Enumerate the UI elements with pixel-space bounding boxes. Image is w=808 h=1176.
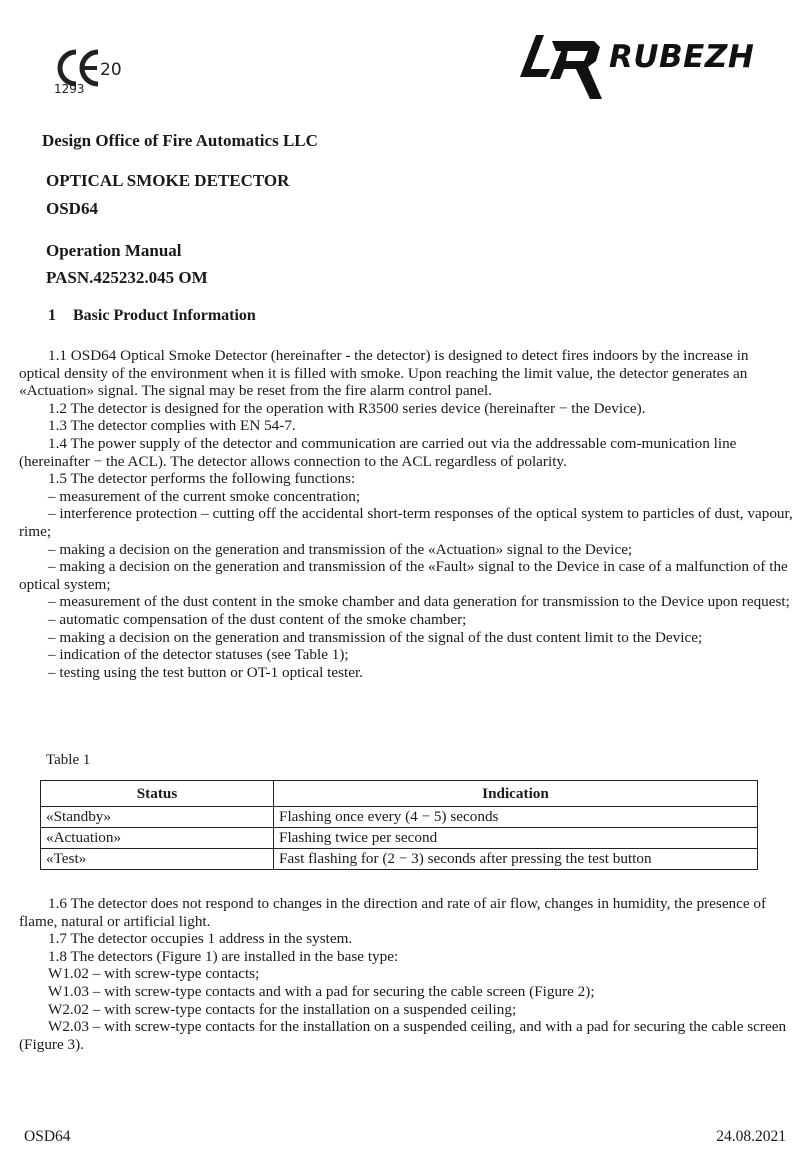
paragraph: 1.1 OSD64 Optical Smoke Detector (hereinafter - the detector) is designed to detect fires indoors by the increase in optical density of the environment when it is filled with smoke. Upon reaching the limit value, the detector generates an «Actuation» signal. The signal may be reset from the fire alarm control panel. [19, 347, 749, 400]
list-item: – making a decision on the generation and transmission of the «Actuation» signal to the Device; [48, 540, 633, 558]
section-heading [48, 307, 256, 325]
paragraph: 1.6 The detector does not respond to changes in the direction and rate of air flow, changes in humidity, the presence of flame, natural or artificial light. [19, 895, 767, 930]
indication-cell: Flashing once every (4 − 5) seconds [274, 807, 758, 828]
paragraph: 1.7 The detector occupies 1 address in the system. [48, 930, 353, 948]
indication-cell: Flashing twice per second [274, 828, 758, 849]
indication-cell: Fast flashing for (2 − 3) seconds after pressing the test button [274, 849, 758, 870]
ce-mark-number: 20 [100, 60, 122, 80]
brand-name: RUBEZH [609, 39, 755, 75]
table-header-row [41, 781, 758, 807]
status-cell: «Actuation» [41, 828, 274, 849]
list-item: W2.03 – with screw-type contacts for the installation on a suspended ceiling, and with a pad for securing the cable screen (Figure 3). [19, 1018, 787, 1053]
list-item: W2.02 – with screw-type contacts for the installation on a suspended ceiling; [48, 1000, 517, 1018]
status-table [40, 780, 758, 870]
list-item: W1.02 – with screw-type contacts; [48, 965, 260, 983]
status-cell: «Standby» [41, 807, 274, 828]
ce-notified-body: 1293 [54, 82, 85, 96]
list-item: – measurement of the dust content in the smoke chamber and data generation for transmission to the Device upon request; [48, 593, 790, 611]
company-name: Design Office of Fire Automatics LLC [42, 131, 318, 150]
table-row [41, 849, 758, 870]
list-item: – interference protection – cutting off the accidental short-term responses of the optical system to particles of dust, vapour, rime; [19, 505, 793, 540]
paragraph: 1.8 The detectors (Figure 1) are installed in the base type: [48, 947, 399, 965]
table-caption: Table 1 [46, 752, 91, 768]
paragraph: 1.3 The detector complies with EN 54-7. [48, 417, 296, 435]
list-item: – making a decision on the generation and transmission of the signal of the dust content limit to the Device; [48, 628, 703, 646]
table-header-status: Status [41, 781, 274, 807]
product-title: OPTICAL SMOKE DETECTOR [46, 171, 290, 190]
paragraph: 1.2 The detector is designed for the operation with R3500 series device (hereinafter − the Device). [48, 399, 646, 417]
table-row [41, 807, 758, 828]
footer-doc-name: OSD64 [24, 1128, 71, 1145]
table-row [41, 828, 758, 849]
footer-date: 24.08.2021 [716, 1128, 786, 1145]
body-text-bottom [19, 895, 793, 1053]
list-item: – automatic compensation of the dust content of the smoke chamber; [48, 610, 467, 628]
paragraph: 1.5 The detector performs the following functions: [48, 470, 356, 488]
body-text-top [19, 347, 793, 681]
table-header-indication: Indication [274, 781, 758, 807]
manual-title: Operation Manual [46, 241, 182, 260]
list-item: W1.03 – with screw-type contacts and with a pad for securing the cable screen (Figure 2); [48, 982, 595, 1000]
list-item: – measurement of the current smoke concentration; [48, 487, 361, 505]
list-item: – testing using the test button or OT-1 optical tester. [48, 663, 363, 681]
manual-code: PASN.425232.045 OM [46, 268, 208, 287]
paragraph: 1.4 The power supply of the detector and communication are carried out via the addressable com-munication line (hereinafter − the ACL). The detector allows connection to the ACL regardless of polarity. [19, 434, 737, 470]
section-title: Basic Product Information [73, 307, 256, 324]
list-item: – making a decision on the generation and transmission of the «Fault» signal to the Device in case of a malfunction of the optical system; [19, 558, 788, 593]
section-number: 1 [48, 307, 56, 324]
product-model: OSD64 [46, 199, 98, 218]
status-cell: «Test» [41, 849, 274, 870]
list-item: – indication of the detector statuses (see Table 1); [48, 646, 349, 664]
brand-emblem-icon [516, 33, 616, 103]
brand-logo [516, 33, 778, 103]
